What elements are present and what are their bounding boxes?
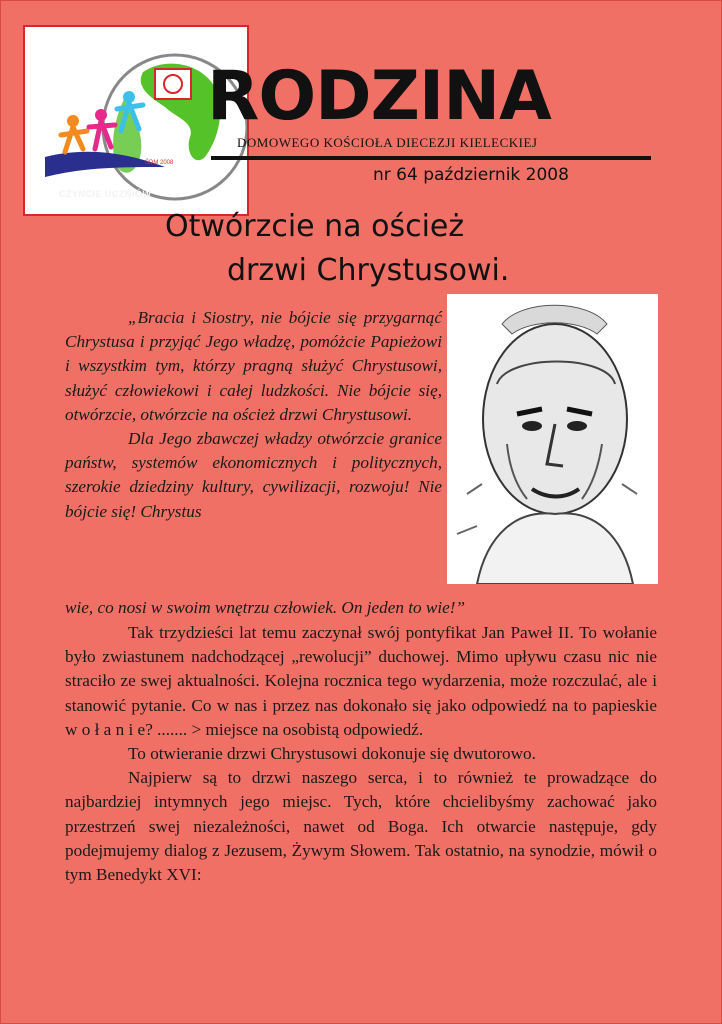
quote-paragraph-2: Dla Jego zbawczej władzy otwórzcie granice państw, systemów ekonomicznych i politycznych, szerokie dziedziny kultury, cywilizacji, rozwoju! Nie bójcie się! Chrystus [65, 429, 442, 521]
body-paragraph-3: Najpierw są to drzwi naszego serca, i to również te prowadzące do najbardziej intymnych jego miejsc. Tych, które chcielibyśmy zachować jako przestrzeń swej niezależności, nawet od Boga. Ich otwarcie następuje, gdy podejmujemy dialog z Jezusem, Żywym Słowem. Tak ostatnio, na synodzie, mówił o tym Benedykt XVI: [65, 768, 657, 885]
portrait-image [447, 294, 658, 584]
masthead-title: RODZINA [207, 57, 551, 136]
masthead-rule [211, 156, 651, 160]
logo-caption: CZYNCIE UCZNIÓW [59, 189, 152, 199]
quote-last-line: wie, co nosi w swoim wnętrzu człowiek. On jeden to wie!” [65, 598, 466, 617]
logo-year-tag: ŚDM 2008 [145, 160, 174, 166]
issue-line: nr 64 październik 2008 [373, 165, 569, 185]
masthead-subtitle: DOMOWEGO KOŚCIOŁA DIECEZJI KIELECKIEJ [237, 135, 538, 150]
papal-quote [65, 306, 442, 524]
body-paragraph-1: Tak trzydzieści lat temu zaczynał swój pontyfikat Jan Paweł II. To wołanie było zwiastunem nadchodzącej „rewolucji” duchowej. Mimo upływu czasu nic nie straciło ze swej aktualności. Kolejna rocznica tego wydarzenia, może rozczulać, ale i stanowić pytanie. Co w nas i przez nas dokonało się jako odpowiedź na to papieskie w o ł a n i e? ....... > miejsce na osobistą odpowiedź. [65, 623, 657, 739]
quote-paragraph-1: „Bracia i Siostry, nie bójcie się przygarnąć Chrystusa i przyjąć Jego władzę, pomóżcie Papieżowi i wszystkim tym, którzy pragną służyć Chrystusowi, służyć człowiekowi i całej ludzkości. Nie bójcie się, otwórzcie, otwórzcie na oścież drzwi Chrystusowi. [65, 308, 442, 424]
body-paragraph-2: To otwieranie drzwi Chrystusowi dokonuje się dwutorowo. [128, 744, 536, 764]
headline-line-1: Otwórzcie na oścież [165, 209, 465, 244]
article-body [65, 621, 657, 887]
headline-line-2: drzwi Chrystusowi. [227, 253, 510, 288]
masthead [207, 57, 637, 150]
pope-portrait-icon [447, 294, 658, 584]
